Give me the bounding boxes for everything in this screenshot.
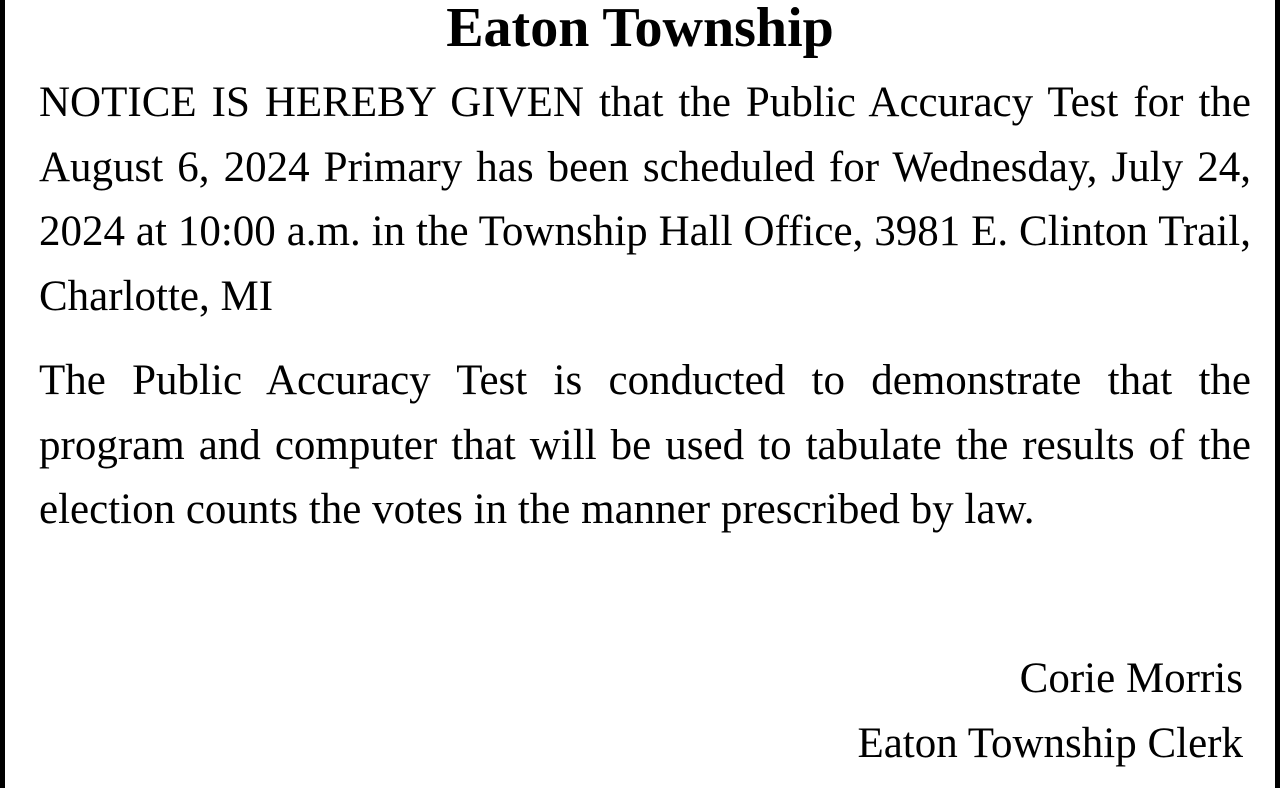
notice-paragraph-purpose: The Public Accuracy Test is conducted to demonstrate that the program and computer that will be used to tabulate the results of the election counts the votes in the manner prescribed by law. [39, 357, 1251, 533]
signature-name: Corie Morris [1019, 655, 1243, 702]
notice-title: Eaton Township [446, 0, 834, 59]
notice-paragraph-announcement: NOTICE IS HEREBY GIVEN that the Public Accuracy Test for the August 6, 2024 Primary has been scheduled for Wednesday, July 24, 2024 at 10:00 a.m. in the Township Hall Office, 3981 E. Clinton Trail, Charlotte, MI [39, 79, 1251, 320]
signature-title: Eaton Township Clerk [857, 720, 1243, 767]
